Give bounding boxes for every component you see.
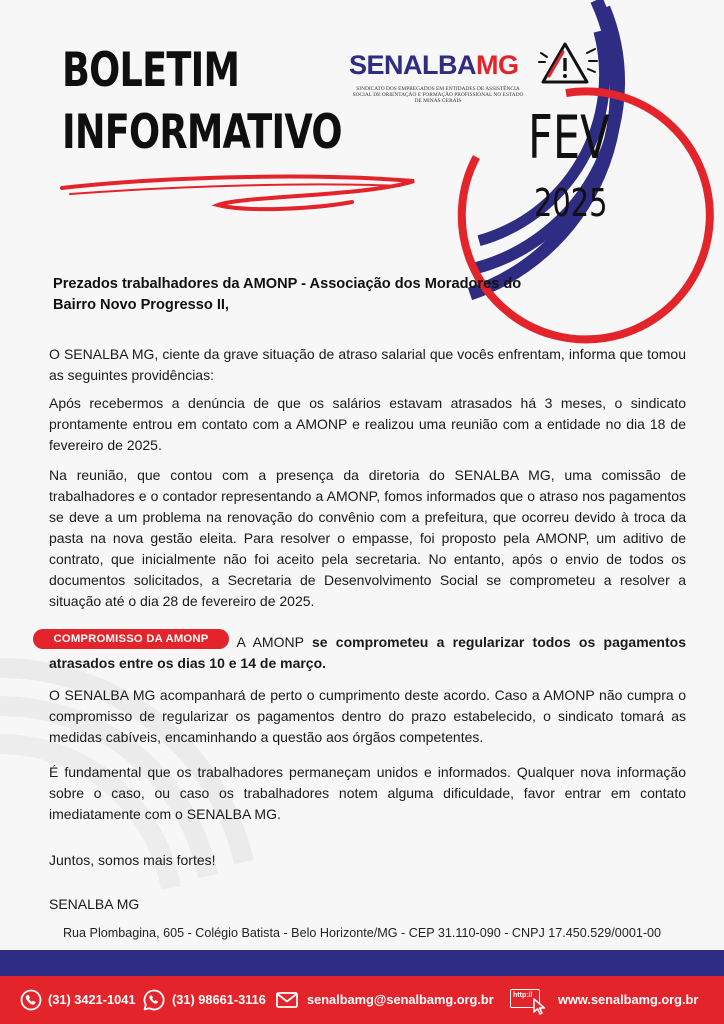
warning-triangle-icon: [537, 40, 599, 90]
footer-email[interactable]: senalbamg@senalbamg.org.br: [307, 992, 494, 1007]
http-label: http://: [513, 992, 533, 999]
paragraph-complaint: Após recebermos a denúncia de que os salários estavam atrasados há 3 meses, o sindicato prontamente entrou em contato com a AMONP e realizou uma reunião com a entidade no dia 18 de fevereiro de 2025.: [49, 395, 686, 453]
paragraph-meeting: Na reunião, que contou com a presença da diretoria do SENALBA MG, uma comissão de trabalhadores e o contador representando a AMONP, fomos informados que o atraso nos pagamentos se deve a um problema na renovação do convênio com a prefeitura, que ocorreu devido à troca da pasta na nova gestão eleita. Para resolver o empasse, foi proposto pela AMONP, um aditivo de contrato, que inicialmente não foi aceito pela secretaria. No entanto, após o envio de todos os documentos solicitados, a Secretaria de Desenvolvimento Social se comprometeu a resolver a situação até o dia 28 de fevereiro de 2025.: [49, 467, 686, 609]
title-line-2: INFORMATIVO: [62, 105, 342, 160]
greeting: Prezados trabalhadores da AMONP - Associação dos Moradores do Bairro Novo Progresso II,: [53, 276, 522, 313]
signature: SENALBA MG: [49, 896, 140, 912]
closing-text: Juntos, somos mais fortes!: [49, 852, 216, 868]
brand-part-2: MG: [476, 50, 519, 80]
phone-icon: [19, 988, 43, 1012]
paragraph-follow-up: O SENALBA MG acompanhará de perto o cumprimento deste acordo. Caso a AMONP não cumpra o compromisso de regularizar os pagamentos dentro do prazo estabelecido, o sindicato tomará as medidas cabíveis, encaminhando a questão aos órgãos competentes.: [49, 687, 686, 745]
title-underline-swoosh: [62, 177, 414, 210]
brand-subtitle: SINDICATO DOS EMPREGADOS EM ENTIDADES DE ASSISTÊNCIA SOCIAL DE ORIENTAÇÃO E FORMAÇÃO PROFISSIONAL NO ESTADO DE MINAS GERAIS: [352, 86, 524, 105]
title-line-1: BOLETIM: [62, 43, 240, 98]
whatsapp-icon: [142, 988, 166, 1012]
email-icon: [275, 988, 299, 1012]
cursor-icon: [532, 998, 548, 1016]
footer-whatsapp[interactable]: (31) 98661-3116: [172, 992, 266, 1007]
commitment-bold: se comprometeu a regularizar todos os pagamentos atrasados entre os dias 10 e 14 de março.: [49, 634, 686, 671]
brand-logo: [349, 52, 519, 79]
paragraph-unity: É fundamental que os trabalhadores permaneçam unidos e informados. Qualquer nova informação sobre o caso, ou caso os trabalhadores notem alguma dificuldade, favor entrar em contato imediatamente com o SENALBA MG.: [49, 764, 686, 822]
footer-phone[interactable]: (31) 3421-1041: [48, 992, 136, 1007]
footer-website[interactable]: www.senalbamg.org.br: [558, 992, 699, 1007]
month-label: FEV: [528, 103, 610, 173]
year-label: 2025: [534, 181, 608, 225]
paragraph-intro: O SENALBA MG, ciente da grave situação de atraso salarial que vocês enfrentam, informa que tomou as seguintes providências:: [49, 346, 686, 383]
address: Rua Plombagina, 605 - Colégio Batista - Belo Horizonte/MG - CEP 31.110-090 - CNPJ 17.450.529/0001-00: [62, 926, 662, 940]
footer-navy-band: [0, 950, 724, 976]
brand-part-1: SENALBA: [349, 50, 477, 80]
commitment-lead: A AMONP: [236, 634, 304, 650]
commitment-badge: COMPROMISSO DA AMONP: [33, 629, 229, 649]
